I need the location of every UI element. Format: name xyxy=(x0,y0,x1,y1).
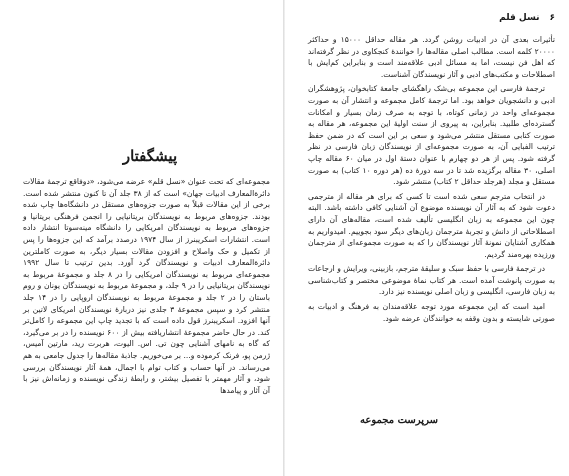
series-editor-heading: سرپرست مجموعه xyxy=(360,415,438,426)
preface-paragraph: مجموعه‌ای که تحت عنوان «نسل قلم» عرضه می‌شود، «دوفاقع ترجمهٔ مقالات دائرةالمعارف ادبیات جهان» است که از ۳۸ جلد آن تا کنون منتشر شده است. برخی از این مقالات قبلاً به صورت جزوه‌های مستقل در دانشگاه‌ها چاپ شده بودند. جزوه‌های مربوط به نویسندگان بریتانیایی را انجمن فرهنگی بریتانیا و جزوه‌های مربوط به نویسندگان امریکایی را دانشگاه مینه‌سوتا انتشار داده است. انتشارات اسکریبنرز از سال ۱۹۷۴ درصدد برآمد که این جزوه‌ها را پس از تکمیل و حک واصلاح و افزودن مقالات بسیار دیگر، به صورت کاملترین دائرةالمعارف ادبیات و نویسندگان گرد آورد. بدین ترتیب تا سال ۱۹۹۲ مجموعه‌ای مربوط به نویسندگان امریکایی را در ۸ جلد و مجموعهٔ مربوط به نویسندگان بریتانیایی را در ۹ جلد، و مجموعهٔ مربوط به نویسندگان یونان و روم باستان را در ۲ جلد و مجموعهٔ مربوط به نویسندگان اروپایی را در ۱۴ جلد منتشر کرد و سپس مجموعهٔ ۳ جلدی نیز دربارهٔ نویسندگان امریکای لاتین بر آنها افزود. اسکریبنرز قول داده است که با تجدید چاپ این مجموعه را کامل‌تر کند. در حال حاضر مجموعهٔ انتشاریافته بیش از ۶۰۰ نویسنده را در بر می‌گیرد، که گاه به نامهای آشنایی چون تی. اس. الیوت، هربرت رید، مارتین آمیس، ژرمن پو، فرنک کرموده و... بر می‌خوریم. جاذبهٔ مقاله‌ها را جدول جامعی به هم می‌رساند. در آنها حساب و کتاب توام با اجمال، همهٔ آثار نویسندگان بررسی شود، و آثار مهمتر با تفصیل بیشتر، و رابطهٔ زندگی نویسنده و زمانه‌اش نیز با آن آثار و پیامدها xyxy=(23,177,271,395)
body-paragraph: در انتخاب مترجم سعی شده است تا کسی که برای هر مقاله از مترجمی دعوت شود که به آثار آن نویسنده موضوع آن آشنایی کافی داشته باشد. البته چون این مجموعه به زبان انگلیسی تألیف شده است، مقاله‌های آن دارای اصطلاحاتی از دانش و تجربهٔ مترجمان زبان‌های دیگر سود بجوییم. امیدواریم به همکاری آشنایان نمونهٔ آثار نویسندگان را که به صورت مجموعه‌ای از مترجمان ورزیده بهره‌مند گردیم. xyxy=(308,191,555,259)
body-paragraph: تأثیرات بعدی آن در ادبیات روشن گردد. هر مقاله حداقل ۱۵۰۰۰ و حداکثر ۲۰۰۰۰ کلمه است. مطالب اصلی مقاله‌ها را خوانندهٔ کنجکاوی در نظر گرفته‌اند که اهل فن نیست، اما به مسائل ادبی علاقه‌مند است و بنابراین کم‌ایش با اصطلاحات و مکتب‌های ادبی و آثار نویسندگان آشناست. xyxy=(308,35,555,79)
right-page xyxy=(285,0,569,476)
body-paragraph: امید است که این مجموعه مورد توجه علاقه‌مندان به فرهنگ و ادبیات به صورتی شایسته و بدون وقفه به خوانندگان عرضه شود. xyxy=(308,302,555,323)
running-head xyxy=(305,13,555,23)
body-paragraph: در ترجمهٔ فارسی با حفظ سبک و سلیقهٔ مترجم، بازبینی، ویرایش و ارجاعات به صورت پانوشت آمده است. هر کتاب نماهٔ موضوعی مختصر و کتاب‌شناسی به زبان فارسی، انگلیسی و زبان اصلی نویسنده نیز دارد. xyxy=(308,264,555,297)
preface-body xyxy=(23,176,270,399)
preface-heading: پیشگفتار xyxy=(122,147,178,165)
running-title: نسل قلم xyxy=(499,13,540,23)
left-page xyxy=(0,0,284,476)
page-number: ۶ xyxy=(549,13,555,23)
right-page-body xyxy=(308,34,555,327)
body-paragraph: ترجمهٔ فارسی این مجموعه بی‌شک راهگشای جامعهٔ کتابخوان، پژوهشگران ادبی و دانشجویان خواهد بود. اما ترجمهٔ کامل مجموعه و انتشار آن به صورت مجموعه‌ای واحد در زمانی کوتاه، با توجه به صرف زمان بسیار و امکانات گسترده‌ای طلبید. بنابراین، به پیروی از سنت اولیهٔ این مجموعه، هر مقاله به صورت کتابی مستقل منتشر می‌شود و سعی بر این است که در ضمن حفظ ترتیب الفبایی آن، به صورت مجموعه‌ای از نویسندگان زبان فارسی در نظر گرفته شود. پس از هر دو چهارم با عنوان دستهٔ اول در میان ۶۰ مقاله چاپ اصلی، ۳۰ مقاله برگزیده شد تا در سه دورهٔ ده (هر دوره ۱۰ کتاب) به صورت مستقل و مجلد (هرجلد حداقل ۲ کتاب) منتشر شود. xyxy=(308,84,555,187)
